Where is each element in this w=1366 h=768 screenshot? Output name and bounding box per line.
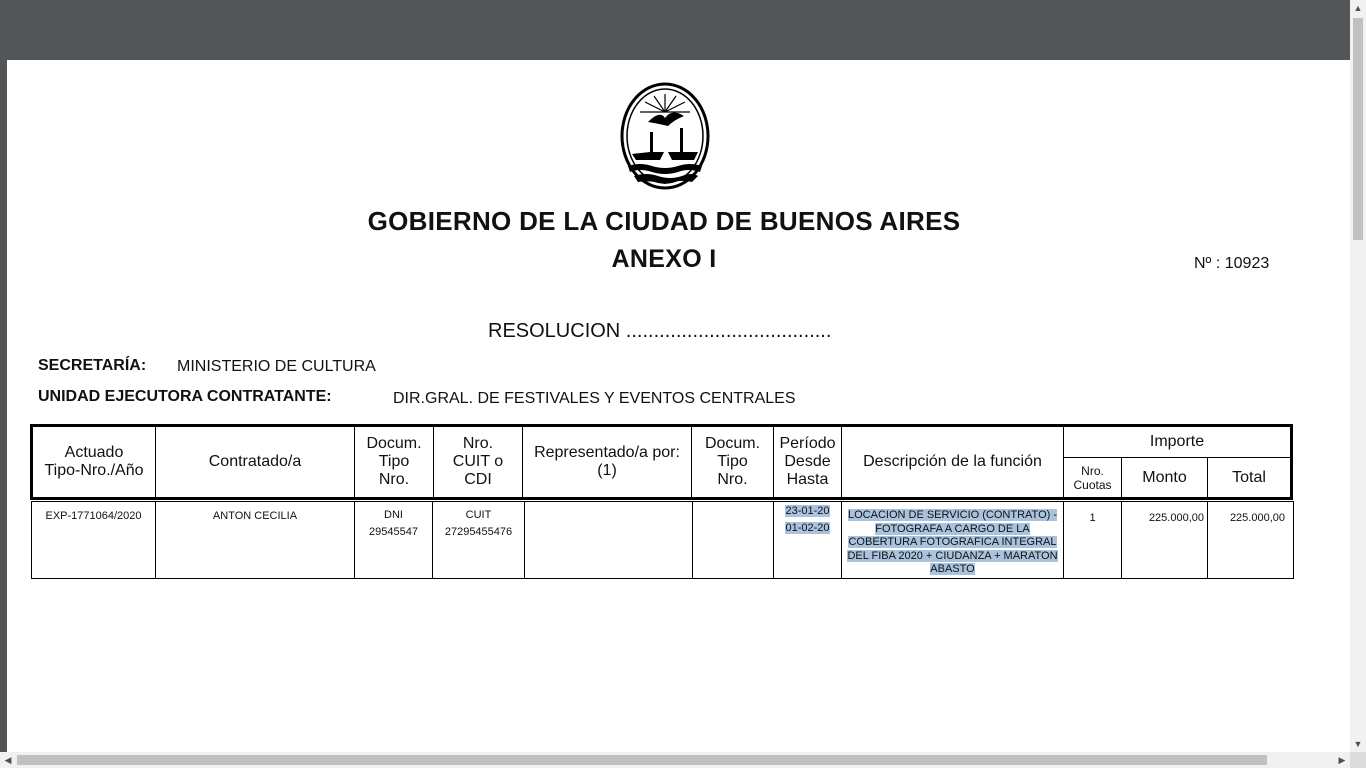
secretaria-value: MINISTERIO DE CULTURA <box>177 358 376 375</box>
horizontal-scroll-thumb[interactable] <box>17 755 1267 765</box>
viewer-toolbar <box>0 0 1350 60</box>
cell-actuado: EXP-1771064/2020 <box>32 502 156 578</box>
scroll-up-icon[interactable]: ▲ <box>1353 3 1363 13</box>
number-label: Nº : <box>1194 255 1221 272</box>
scroll-down-icon[interactable]: ▼ <box>1353 739 1363 749</box>
header-contratado: Contratado/a <box>156 427 355 497</box>
unidad-value: DIR.GRAL. DE FESTIVALES Y EVENTOS CENTRALES <box>393 390 796 407</box>
header-actuado: Actuado Tipo-Nro./Año <box>33 427 156 497</box>
cell-cuit-tipo: CUIT <box>465 509 492 521</box>
vertical-scrollbar[interactable] <box>1350 0 1366 752</box>
header-total: Total <box>1208 457 1290 497</box>
document-page <box>7 60 1350 752</box>
header-docum: Docum. Tipo Nro. <box>355 427 434 497</box>
cell-hasta: 01-02-20 <box>785 522 830 534</box>
cell-desde: 23-01-20 <box>785 505 830 517</box>
viewer-left-gutter <box>0 60 7 752</box>
cell-representado <box>525 502 693 578</box>
vertical-scroll-thumb[interactable] <box>1353 18 1363 240</box>
cell-cuit <box>433 502 525 578</box>
resolucion-line: RESOLUCION ..................................... <box>488 320 832 342</box>
cell-cuotas: 1 <box>1064 502 1122 578</box>
scrollbar-corner <box>1350 752 1366 768</box>
unidad-label: UNIDAD EJECUTORA CONTRATANTE: <box>38 388 332 405</box>
cell-doc-nro: 29545547 <box>369 526 418 538</box>
table-header <box>30 424 1293 500</box>
horizontal-scrollbar[interactable] <box>0 752 1366 768</box>
cell-total: 225.000,00 <box>1229 512 1285 524</box>
secretaria-label: SECRETARÍA: <box>38 357 147 374</box>
document-title: GOBIERNO DE LA CIUDAD DE BUENOS AIRES <box>367 206 961 236</box>
city-coat-of-arms-seal <box>620 82 710 190</box>
number-value: 10923 <box>1224 255 1270 272</box>
document-number <box>1194 255 1269 273</box>
header-representado: Representado/a por: (1) <box>523 427 692 497</box>
cell-contratado: ANTON CECILIA <box>156 502 355 578</box>
header-monto: Monto <box>1122 457 1208 497</box>
header-docum-2: Docum. Tipo Nro. <box>692 427 774 497</box>
header-cuotas: Nro. Cuotas <box>1064 457 1122 497</box>
header-descripcion: Descripción de la función <box>842 427 1064 497</box>
header-periodo: Período Desde Hasta <box>774 427 842 497</box>
cell-periodo <box>774 502 842 578</box>
cell-monto: 225.000,00 <box>1122 502 1208 578</box>
cell-cuit-nro: 27295455476 <box>444 526 513 538</box>
header-importe: Importe <box>1149 433 1205 450</box>
document-subtitle: ANEXO I <box>611 245 717 273</box>
scroll-left-icon[interactable]: ◀ <box>4 755 12 765</box>
cell-docum-2 <box>693 502 774 578</box>
cell-doc-tipo: DNI <box>384 509 403 521</box>
cell-descripcion-text: LOCACION DE SERVICIO (CONTRATO) - FOTOGRAFA A CARGO DE LA COBERTURA FOTOGRAFICA INTEGRAL DEL FIBA 2020 + CIUDANZA + MARATON ABASTO <box>847 509 1058 575</box>
table-row <box>31 501 1294 579</box>
cell-documento <box>355 502 433 578</box>
cell-descripcion <box>842 502 1064 578</box>
scroll-right-icon[interactable]: ▶ <box>1338 755 1346 765</box>
header-cuit: Nro. CUIT o CDI <box>434 427 523 497</box>
